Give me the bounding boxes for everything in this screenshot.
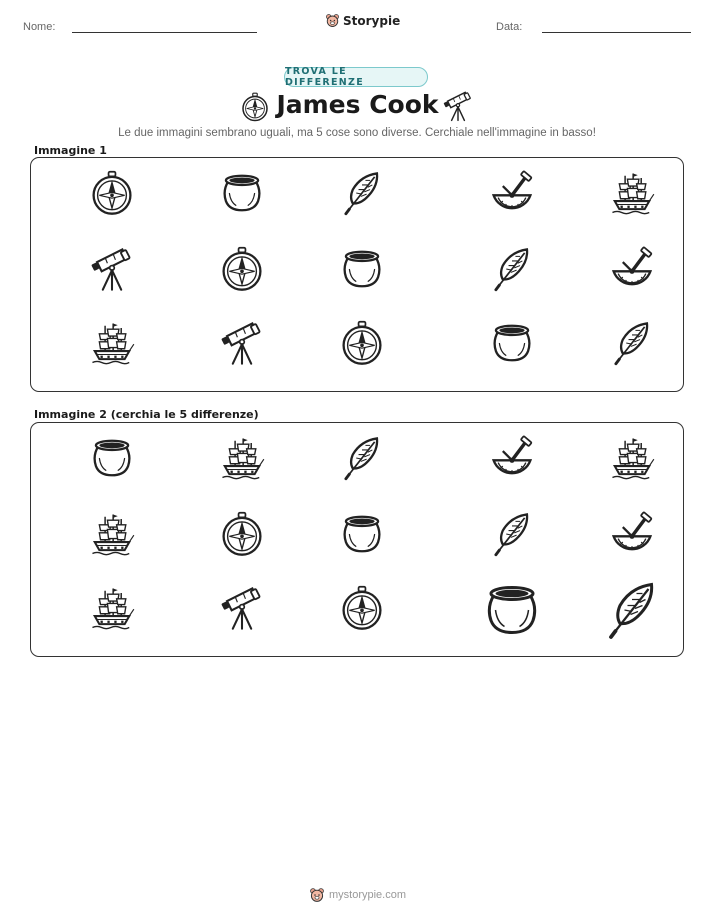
footer: [309, 887, 406, 903]
name-line[interactable]: [72, 32, 257, 33]
pot-icon[interactable]: [89, 435, 135, 486]
bear-icon: [325, 13, 340, 28]
brand-logo: [325, 13, 400, 28]
sextant-icon: [609, 246, 655, 297]
feather-icon[interactable]: [339, 435, 385, 486]
date-line[interactable]: [542, 32, 691, 33]
feather-icon: [489, 246, 535, 297]
telescope-icon: [89, 246, 135, 297]
ship-icon: [89, 320, 135, 371]
compass-icon: [89, 170, 135, 221]
compass-icon[interactable]: [339, 585, 385, 636]
feather-icon: [609, 320, 655, 371]
ship-icon: [609, 170, 655, 221]
pot-icon: [219, 170, 265, 221]
image2-label: Immagine 2 (cerchia le 5 differenze): [34, 408, 259, 421]
image2-panel[interactable]: [30, 422, 684, 657]
pot-icon: [489, 320, 535, 371]
feather-icon: [339, 170, 385, 221]
page-title: James Cook: [276, 90, 439, 119]
feather-icon[interactable]: [602, 580, 662, 645]
brand-name: Storypie: [343, 13, 401, 28]
pot-icon[interactable]: [339, 511, 385, 562]
ship-icon[interactable]: [609, 435, 655, 486]
ship-icon[interactable]: [89, 511, 135, 562]
pot-icon: [339, 246, 385, 297]
compass-icon: [240, 91, 270, 128]
telescope-icon[interactable]: [219, 585, 265, 636]
image1-panel: [30, 157, 684, 392]
name-label: Nome:: [23, 21, 56, 33]
ship-icon[interactable]: [219, 435, 265, 486]
compass-icon[interactable]: [219, 511, 265, 562]
date-label: Data:: [496, 21, 523, 33]
compass-icon: [219, 246, 265, 297]
feather-icon[interactable]: [489, 511, 535, 562]
compass-icon: [339, 320, 385, 371]
sextant-icon: [489, 170, 535, 221]
sextant-icon[interactable]: [609, 511, 655, 562]
ship-icon[interactable]: [89, 585, 135, 636]
bear-icon: [309, 887, 325, 903]
telescope-icon: [219, 320, 265, 371]
instructions-text: Le due immagini sembrano uguali, ma 5 cose sono diverse. Cerchiale nell'immagine in basso!: [118, 127, 596, 139]
image1-label: Immagine 1: [34, 144, 107, 157]
telescope-icon: [442, 89, 474, 128]
footer-url: mystorypie.com: [329, 889, 407, 901]
sextant-icon[interactable]: [489, 435, 535, 486]
activity-badge: TROVA LE DIFFERENZE: [284, 67, 428, 87]
pot-icon[interactable]: [482, 580, 542, 645]
